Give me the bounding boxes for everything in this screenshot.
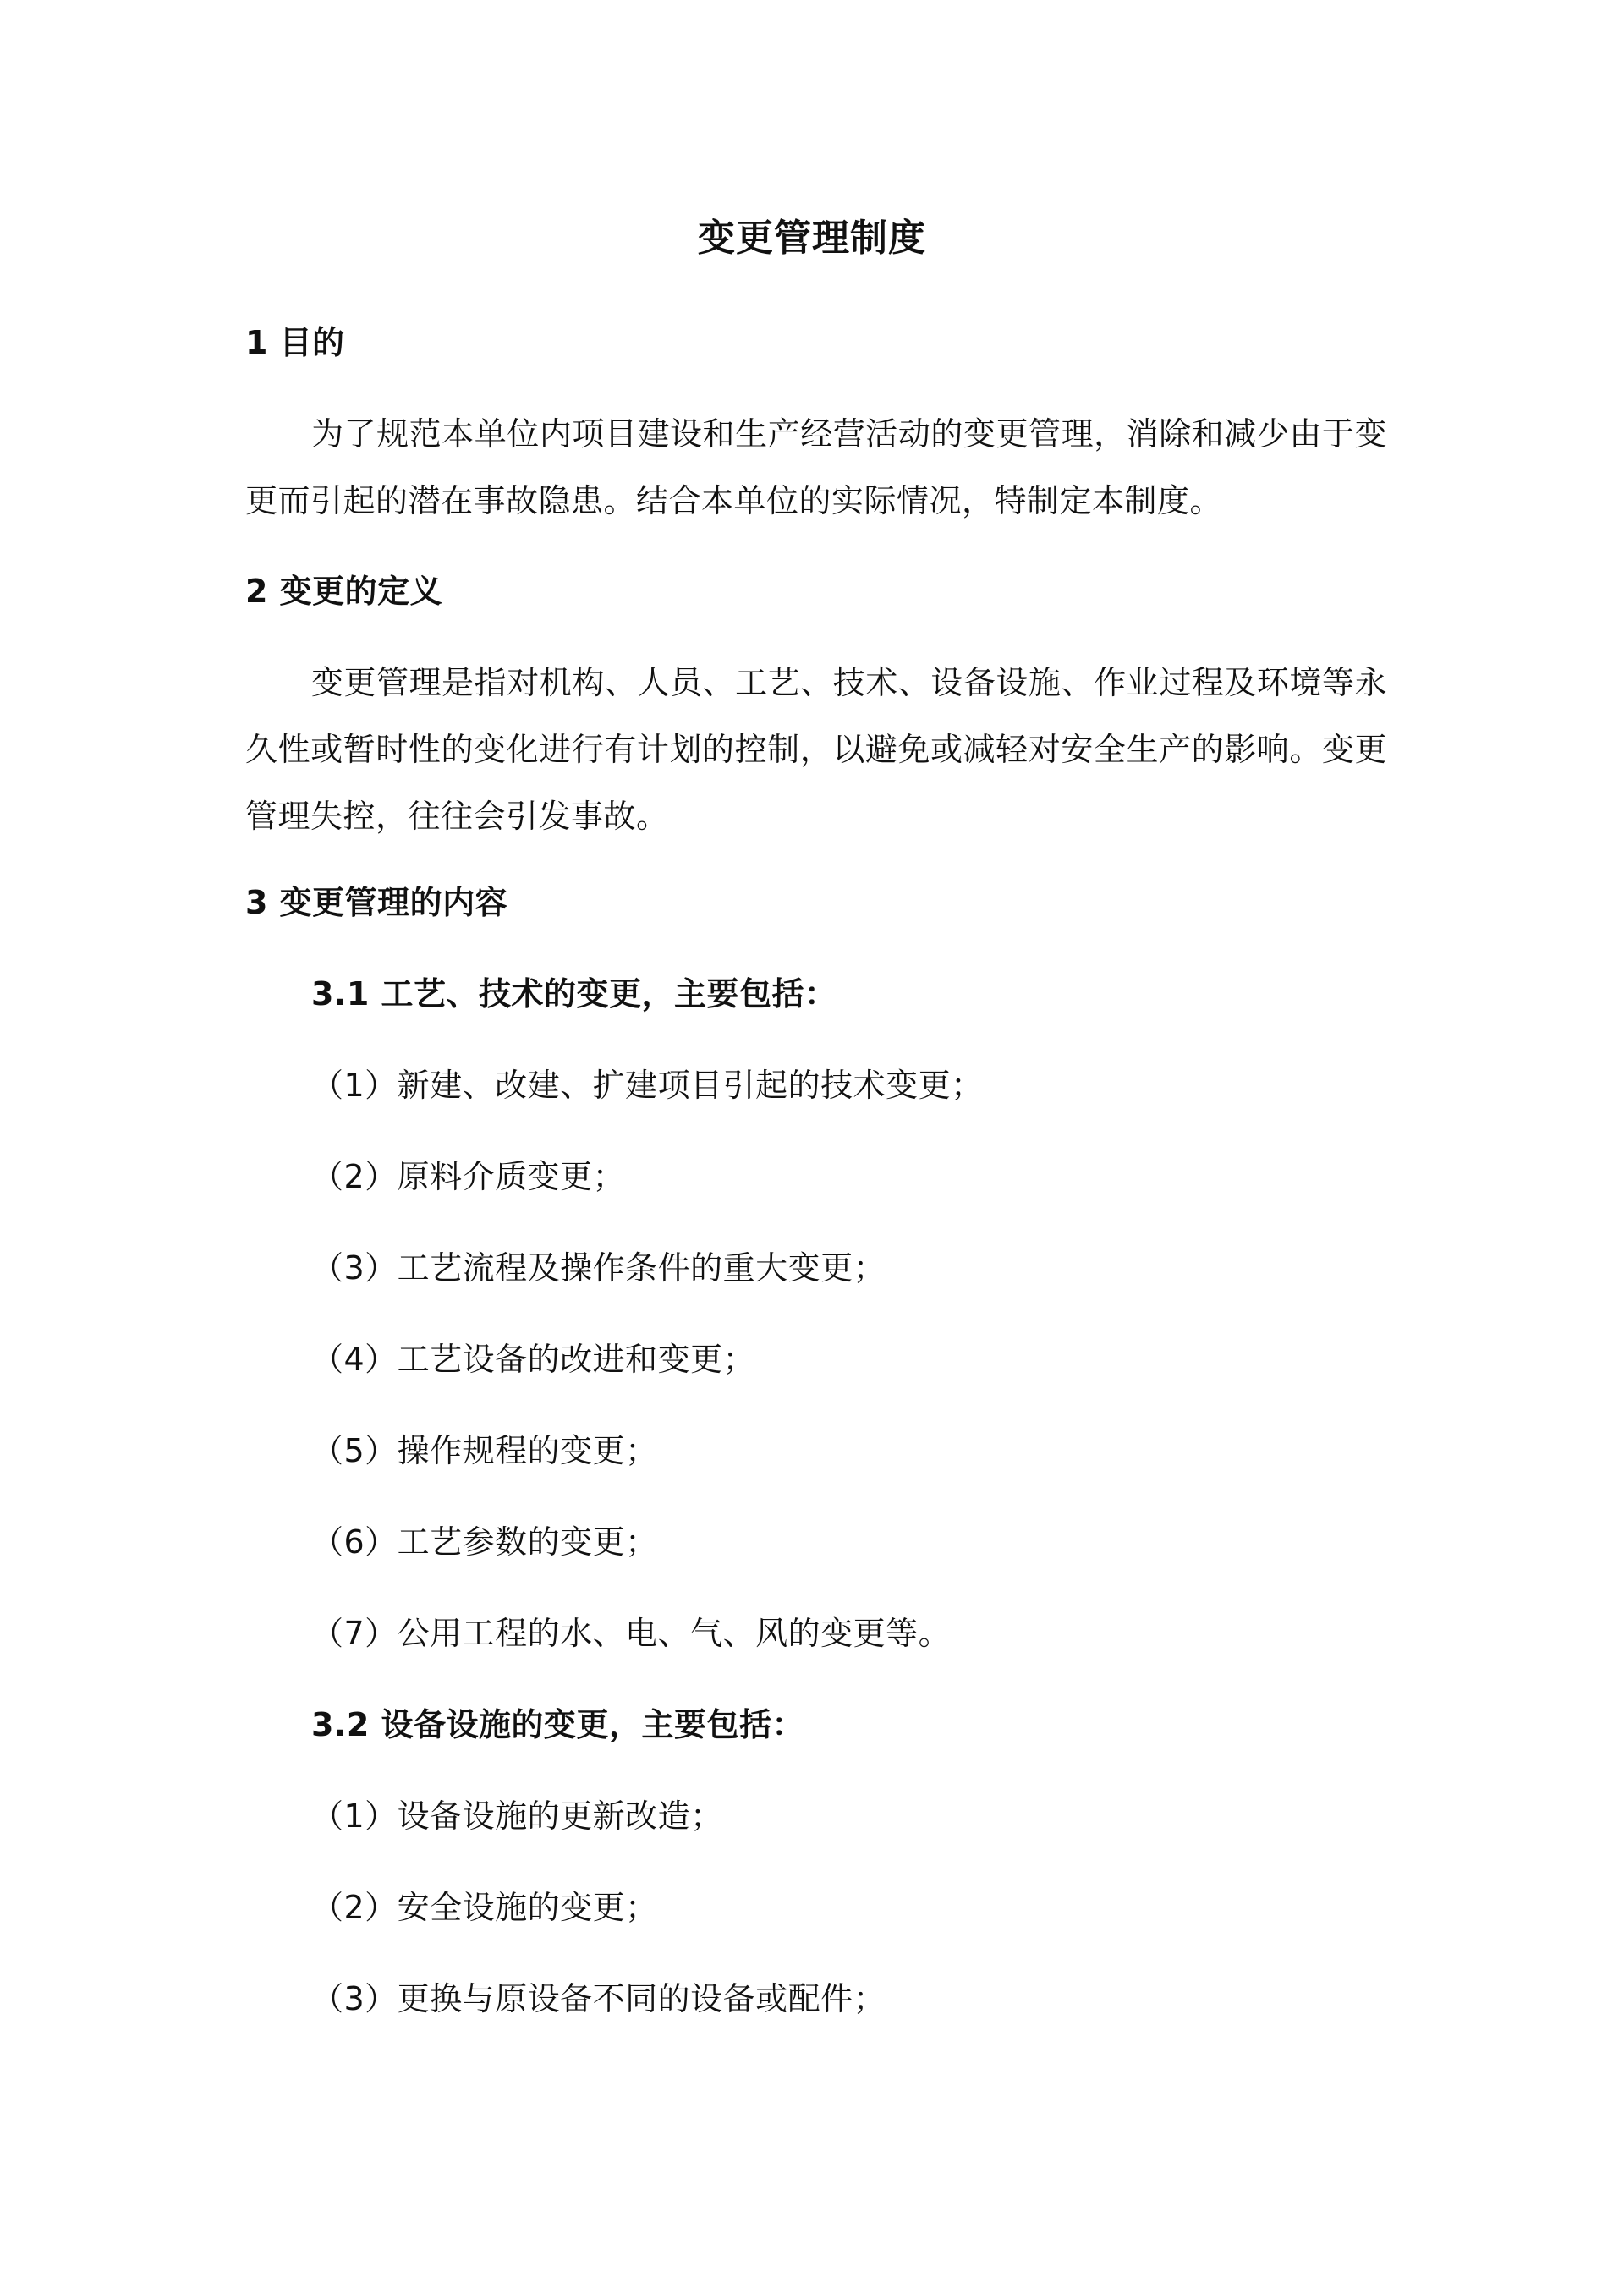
list-item: （3）更换与原设备不同的设备或配件； <box>311 1980 886 2017</box>
section-3-heading: 3 变更管理的内容 <box>245 884 508 921</box>
section-1-paragraph: 为了规范本单位内项目建设和生产经营活动的变更管理，消除和减少由于变更而引起的潜在事故隐患。结合本单位的实际情况，特制定本制度。 <box>245 415 1387 519</box>
section-3-2-heading: 3.2 设备设施的变更，主要包括： <box>311 1706 805 1743</box>
document-title: 变更管理制度 <box>698 217 926 260</box>
list-item: （3）工艺流程及操作条件的重大变更； <box>311 1249 886 1287</box>
list-item: （2）原料介质变更； <box>311 1158 626 1195</box>
section-3-1-heading: 3.1 工艺、技术的变更，主要包括： <box>311 975 837 1013</box>
section-1-heading: 1 目的 <box>245 324 345 361</box>
section-2-paragraph: 变更管理是指对机构、人员、工艺、技术、设备设施、作业过程及环境等永久性或暂时性的变化进行有计划的控制，以避免或减轻对安全生产的影响。变更管理失控，往往会引发事故。 <box>245 664 1387 835</box>
list-item: （2）安全设施的变更； <box>311 1889 658 1926</box>
list-item: （7）公用工程的水、电、气、风的变更等。 <box>311 1615 952 1652</box>
list-item: （6）工艺参数的变更； <box>311 1523 658 1561</box>
list-item: （5）操作规程的变更； <box>311 1432 658 1469</box>
list-item: （1）设备设施的更新改造； <box>311 1797 723 1835</box>
list-item: （4）工艺设备的改进和变更； <box>311 1341 756 1378</box>
section-2-heading: 2 变更的定义 <box>245 573 443 610</box>
list-item: （1）新建、改建、扩建项目引起的技术变更； <box>311 1067 984 1104</box>
